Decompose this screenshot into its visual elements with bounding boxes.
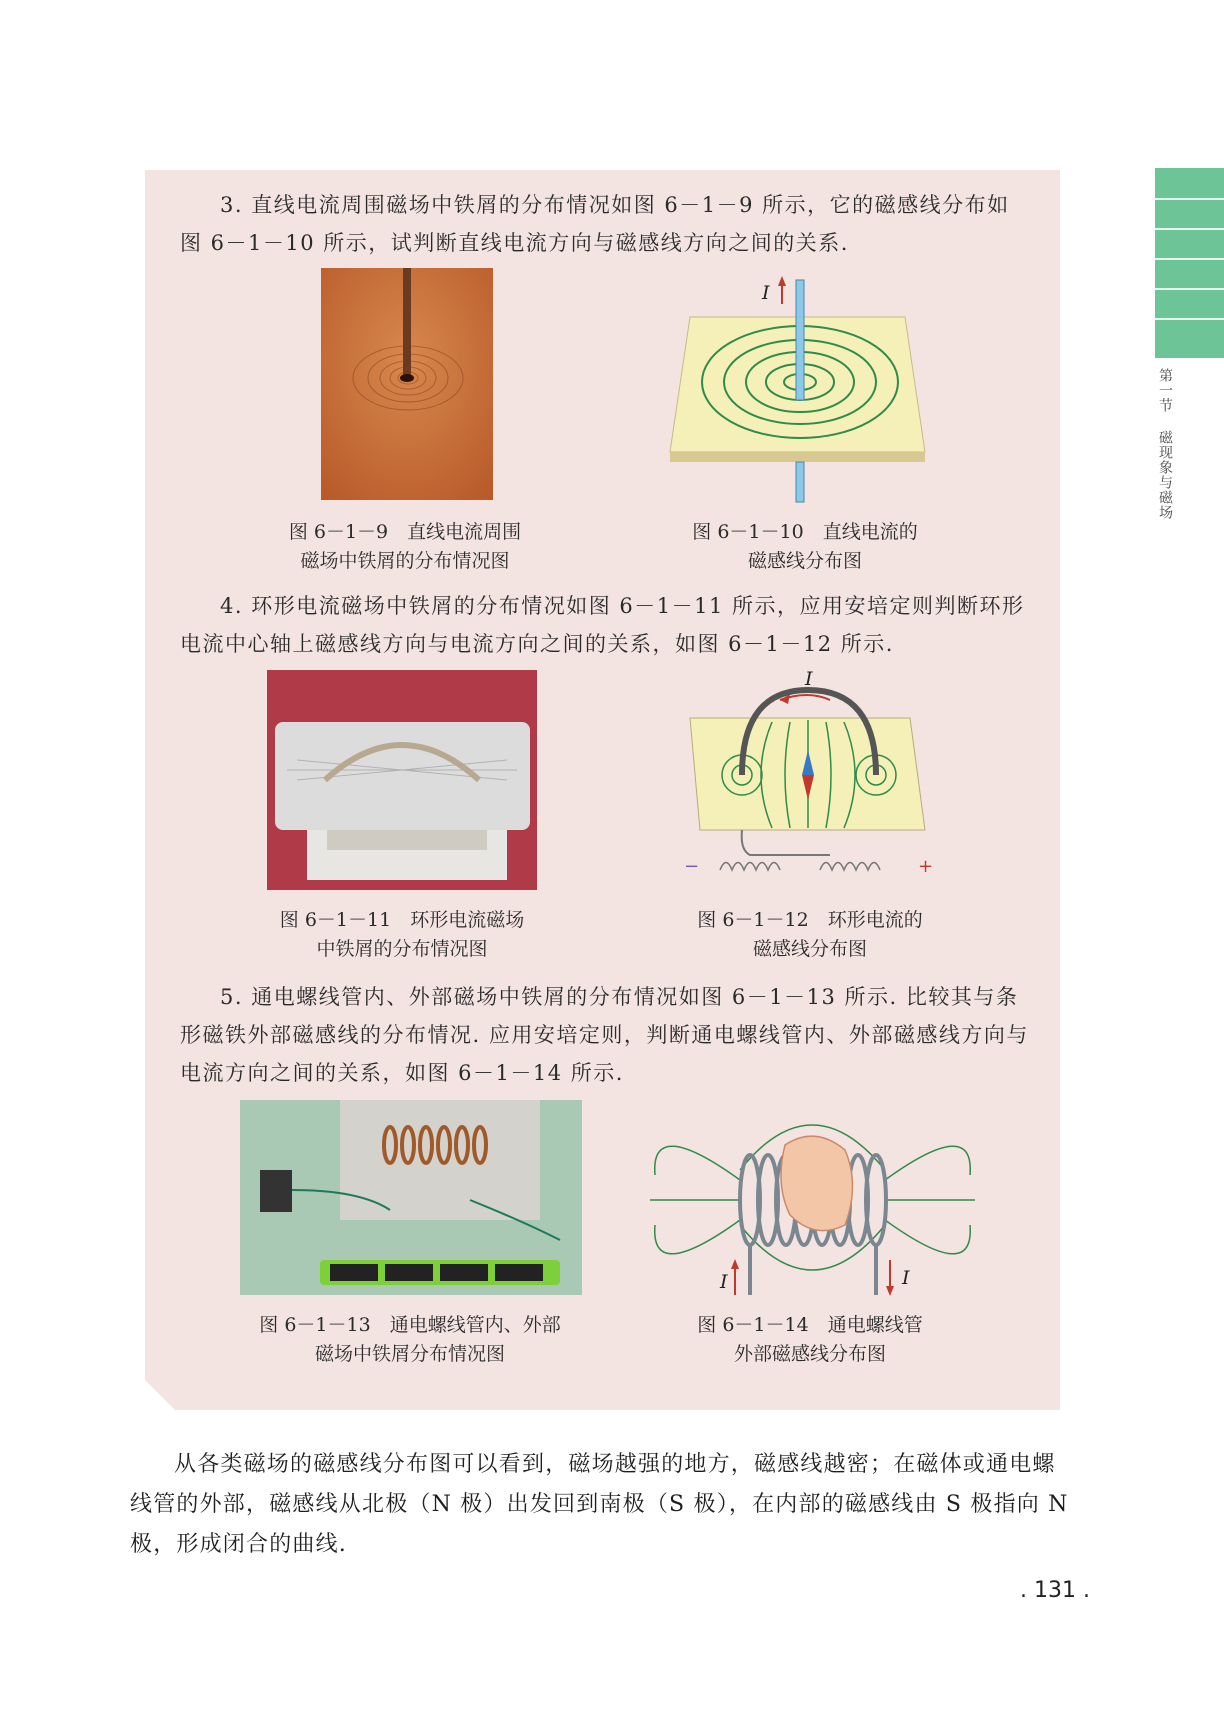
section-title: 第一节 磁现象与磁场 (1157, 368, 1173, 520)
conclusion-paragraph: 从各类磁场的磁感线分布图可以看到，磁场越强的地方，磁感线越密；在磁体或通电螺线管的外部，磁感线从北极（N 极）出发回到南极（S 极），在内部的磁感线由 S 极指向 N 极，形成闭合的曲线. (130, 1452, 1069, 1557)
figure-6-1-9-photo (321, 268, 493, 500)
figure-6-1-12-caption: 图 6－1－12 环形电流的 磁感线分布图 (697, 909, 923, 960)
figure-6-1-9-caption: 图 6－1－9 直线电流周围 磁场中铁屑的分布情况图 (288, 521, 522, 572)
figure-6-1-10-diagram (660, 272, 935, 504)
figure-6-1-13-photo (240, 1100, 582, 1295)
figure-6-1-12-diagram (680, 670, 940, 890)
figure-6-1-10-caption: 图 6－1－10 直线电流的 磁感线分布图 (692, 521, 918, 572)
page-number: . 131 . (1020, 1578, 1090, 1603)
item-4-text: 4. 环形电流磁场中铁屑的分布情况如图 6－1－11 所示，应用安培定则判断环形电流中心轴上磁感线方向与电流方向之间的关系，如图 6－1－12 所示. (180, 594, 1025, 656)
item-3-text: 3. 直线电流周围磁场中铁屑的分布情况如图 6－1－9 所示，它的磁感线分布如图 6－1－10 所示，试判断直线电流方向与磁感线方向之间的关系. (180, 193, 1010, 255)
figure-6-1-11-caption: 图 6－1－11 环形电流磁场 中铁屑的分布情况图 (279, 909, 525, 960)
current-label-right: I (902, 1267, 910, 1289)
chapter-tab (1155, 168, 1224, 358)
current-label: I (805, 670, 813, 690)
figure-6-1-13-caption: 图 6－1－13 通电螺线管内、外部 磁场中铁屑分布情况图 (259, 1314, 561, 1365)
figure-6-1-14-caption: 图 6－1－14 通电螺线管 外部磁感线分布图 (697, 1314, 923, 1365)
current-label: I (762, 282, 770, 304)
item-5-text: 5. 通电螺线管内、外部磁场中铁屑的分布情况如图 6－1－13 所示. 比较其与条形磁铁外部磁感线的分布情况. 应用安培定则，判断通电螺线管内、外部磁感线方向与电流方向之间的关系，如图 6－1－14 所示. (180, 985, 1029, 1085)
figure-6-1-14-diagram (650, 1095, 975, 1305)
figure-6-1-11-photo (267, 670, 537, 890)
current-label-left: I (720, 1271, 728, 1293)
plus-terminal-label: + (918, 856, 934, 877)
minus-terminal-label: − (684, 856, 700, 877)
